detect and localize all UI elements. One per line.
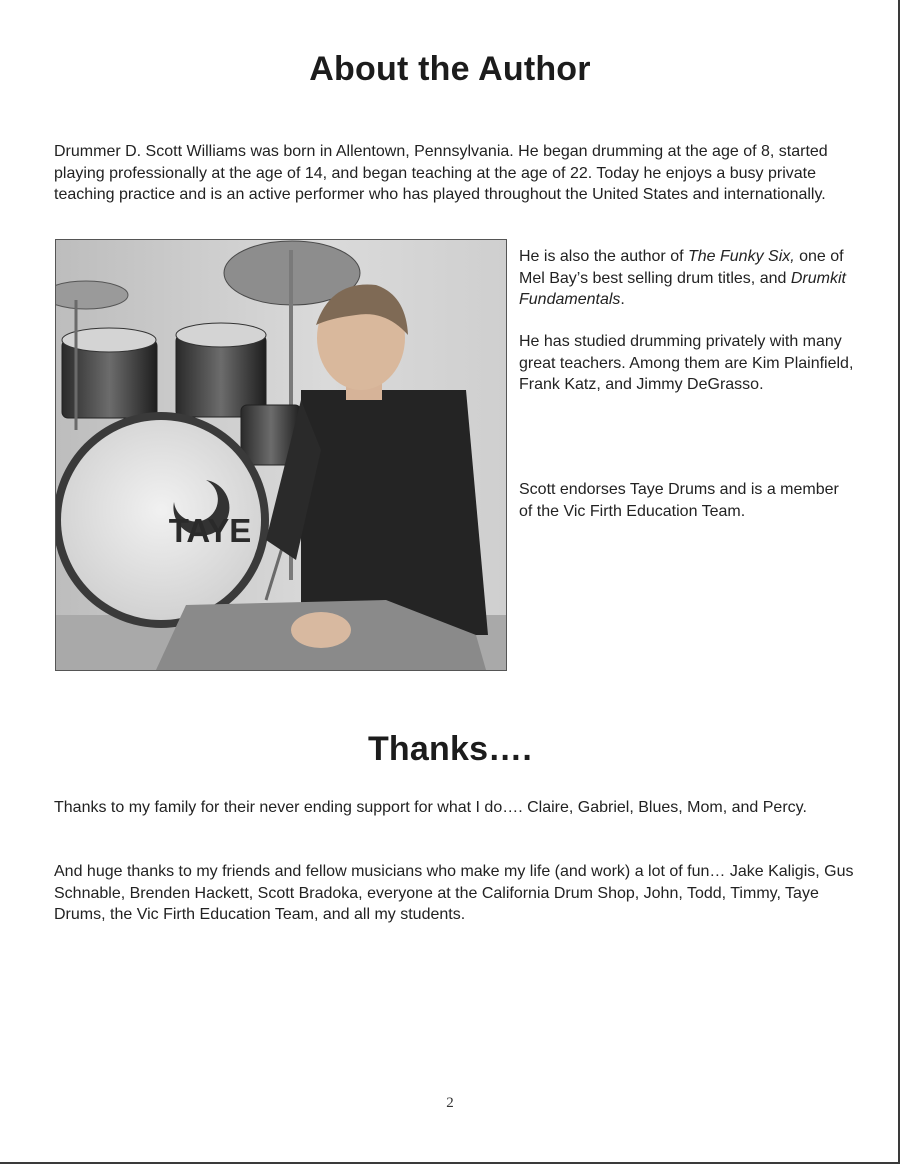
thanks-friends-paragraph: And huge thanks to my friends and fellow musicians who make my life (and work) a lot of fun… Jake Kaligis, Gus Schnable, Brenden Hackett, Scott Bradoka, everyone at the California Drum Shop, John, Todd, Timmy, Taye Drums, the Vic Firth Education Team, and all my students. [54, 863, 854, 923]
thanks-title: Thanks…. [367, 730, 533, 768]
author-books-paragraph [519, 246, 854, 311]
book-title-drumkit-fundamentals: Drumkit Fundamentals [519, 269, 846, 308]
cymbal-left [56, 281, 128, 309]
author-intro-paragraph: Drummer D. Scott Williams was born in Allentown, Pennsylvania. He began drumming at the age of 8, started playing professionally at the age of 14, and began teaching at the age of 22. Today he enjoys a busy private teaching practice and is an active performer who has played throughout the United States and internationally. [54, 143, 828, 203]
author-endorsement-paragraph: Scott endorses Taye Drums and is a member of the Vic Firth Education Team. [519, 481, 839, 520]
books-middle: one of Mel Bay’s best selling drum titles, and [519, 248, 844, 287]
books-suffix: . [620, 291, 625, 308]
books-prefix: He is also the author of [519, 248, 688, 265]
author-photo [55, 239, 507, 671]
book-title-funky-six: The Funky Six, [687, 248, 795, 265]
page-title: About the Author [309, 50, 591, 88]
drum-logo: TAYE [168, 512, 252, 549]
bass-drum [56, 412, 269, 628]
author-teachers-paragraph: He has studied drumming privately with many great teachers. Among them are Kim Plainfield, Frank Katz, and Jimmy DeGrasso. [519, 333, 854, 393]
page-number: 2 [446, 1095, 454, 1111]
thanks-family-paragraph: Thanks to my family for their never ending support for what I do…. Claire, Gabriel, Blues, Mom, and Percy. [54, 799, 807, 816]
